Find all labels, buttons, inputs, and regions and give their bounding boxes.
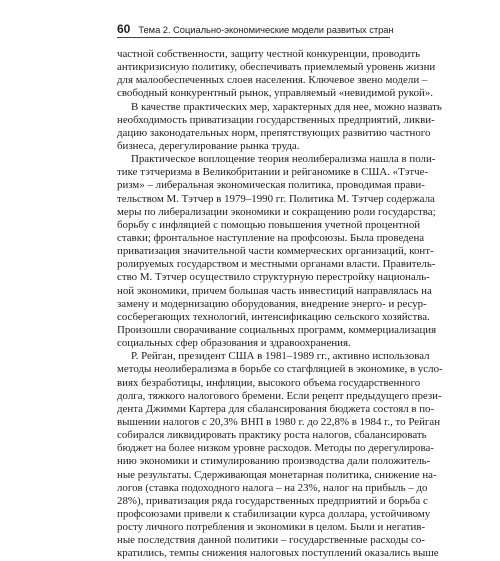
text-line: 28%), приватизация ряда государственных предприятий и борьба с: [117, 494, 428, 507]
text-line: ные последствия данной политики – государственные расходы со-: [117, 534, 425, 547]
text-line: В качестве практических мер, характерных для нее, можно назвать: [131, 100, 442, 113]
text-line: долга, тяжкого налогового бремени. Если рецепт предыдущего прези-: [117, 389, 442, 402]
text-line: виях безработицы, инфляции, высокого объема государственного: [117, 376, 421, 389]
text-line: ной экономики, причем большая часть инвестиций направлялась на: [117, 284, 432, 297]
text-line: Р. Рейган, президент США в 1981–1989 гг., активно использовал: [131, 350, 430, 363]
body-text: [117, 48, 443, 560]
running-head: [117, 20, 394, 36]
text-line: бизнеса, дерегулирование рынка труда.: [117, 139, 300, 152]
text-line: ролируемых государством и местными органами власти. Правитель-: [117, 258, 436, 271]
running-title: Тема 2. Социально-экономические модели развитых стран: [138, 24, 394, 35]
text-line: нию экономики и стимулированию производства дали положитель-: [117, 455, 431, 468]
text-line: тике тэтчеризма в Великобритании и рейганомике в США. «Тэтче-: [117, 166, 429, 179]
text-line: приватизация значительной части коммерческих организаций, конт-: [117, 245, 434, 258]
text-line: логов (ставка подоходного налога – на 23%, налог на прибыль – до: [117, 481, 428, 494]
text-line: дента Джимми Картера для сбалансирования бюджета состоял в по-: [117, 402, 435, 415]
text-line: ство М. Тэтчер осуществило структурную перестройку националь-: [117, 271, 430, 284]
text-line: меры по либерализации экономики и сокращению роли государства;: [117, 205, 436, 218]
text-line: тельством М. Тэтчер в 1979–1990 гг. Политика М. Тэтчер содержала: [117, 192, 435, 205]
text-line: социальных сфер образования и здравоохранения.: [117, 337, 351, 350]
text-line: замену и модернизацию оборудования, внедрение энерго- и ресур-: [117, 297, 427, 310]
text-line: ные результаты. Сдерживающая монетарная политика, снижение на-: [117, 468, 437, 481]
text-line: ставки; фронтальное наступление на профсоюзы. Была проведена: [117, 231, 425, 244]
text-line: свободный конкурентный рынок, управляемый «невидимой рукой».: [117, 87, 434, 100]
text-line: Практическое воплощение теория неолиберализма нашла в поли-: [131, 153, 436, 166]
text-line: собирался ликвидировать практику роста налогов, сбалансировать: [117, 429, 427, 442]
text-line: для малообеспеченных слоев населения. Ключевое звено модели –: [117, 74, 428, 87]
text-line: необходимость приватизации государственных предприятий, ликви-: [117, 113, 435, 126]
text-line: частной собственности, защиту честной конкуренции, проводить: [117, 48, 421, 60]
text-line: росту личного потребления и экономики в целом. Были и негатив-: [117, 521, 426, 534]
text-line: борьбу с инфляцией с помощью повышения учетной процентной: [117, 218, 421, 231]
text-line: сосберегающих технологий, интенсификацию сельского хозяйства.: [117, 310, 430, 323]
text-line: антикризисную политику, обеспечивать приемлемый уровень жизни: [117, 61, 436, 74]
text-line: вышении налогов с 20,3% ВНП в 1980 г. до 22,8% в 1984 г., то Рейган: [117, 415, 441, 428]
text-line: профсоюзами привели к стабилизации курса доллара, устойчивому: [117, 507, 431, 520]
text-line: кратились, темпы снижения налоговых поступлений оказались выше: [117, 547, 439, 560]
text-line: бюджет на более низком уровне расходов. Методы по дерегулирова-: [117, 442, 434, 455]
page-number: 60: [117, 22, 131, 36]
text-line: ризм» – либеральная экономическая политика, проводимая прави-: [117, 179, 425, 192]
text-line: дацию законодательных норм, препятствующих развитию частного: [117, 126, 431, 139]
header-rule: [117, 37, 390, 38]
text-line: методы неолиберализма в борьбе со стагфляцией в экономике, в усло-: [117, 363, 443, 376]
text-line: Произошли сворачивание социальных программ, коммерциализация: [117, 323, 437, 336]
